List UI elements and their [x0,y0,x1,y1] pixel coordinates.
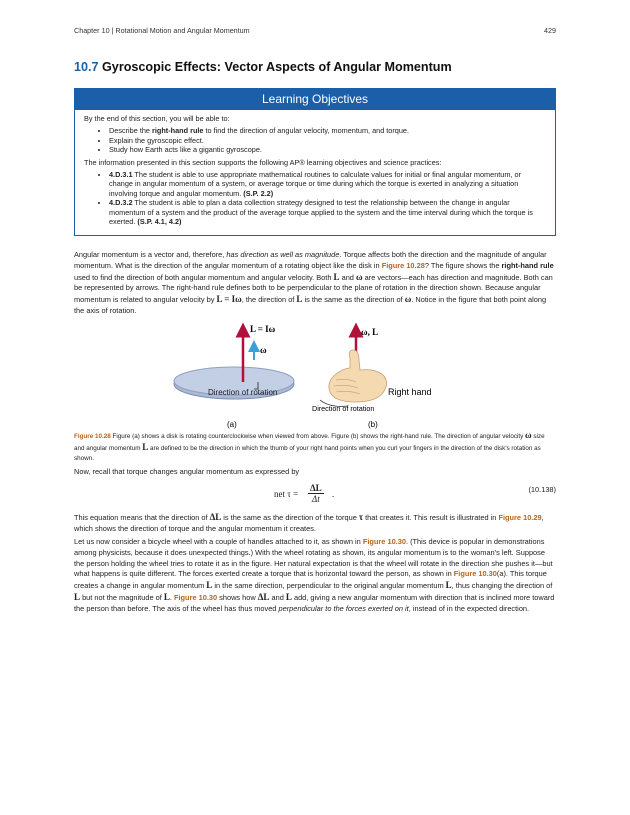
section-number: 10.7 [74,60,99,74]
section-title-text: Gyroscopic Effects: Vector Aspects of Angular Momentum [102,60,452,74]
paragraph-1: Angular momentum is a vector and, therefore, has direction as well as magnitude. Torque affects both the direction and the magnitude of angular momentum. What is the direction of the angular momentum of a rotating object like the disk in Figure 10.28? The figure shows the right-hand rule used to find the direction of both angular momentum and angular velocity. Both L and ω are vectors—each has direction and magnitude. Both can be represented by arrows. The right-hand rule defines both to be perpendicular to the plane of rotation in the direction shown. Because angular momentum is related to angular velocity by L = Iω, the direction of L is the same as the direction of ω. Notice in the figure that both point along the axis of rotation. [74,250,554,315]
chapter-title: Chapter 10 | Rotational Motion and Angular Momentum [74,26,250,35]
figure-link[interactable]: Figure 10.29 [498,513,542,522]
list-item: • Study how Earth acts like a gigantic gyroscope. [109,145,546,154]
lo-list [84,126,546,154]
lo-intro: By the end of this section, you will be able to: [84,114,230,123]
list-item: • Explain the gyroscopic effect. [109,136,546,145]
right-hand [329,350,387,402]
figure-caption: Figure 10.28 Figure (a) shows a disk is rotating counterclockwise when viewed from above. Figure (b) shows the right-hand rule. The direction of angular velocity ω size and angular momentum L are defined to be the direction in which the thumb of your right hand points when you curl your fingers in the direction of the disk's rotation as shown. [74,430,545,463]
learning-objectives-heading: Learning Objectives [75,89,555,110]
paragraph-3: This equation means that the direction of ΔL is the same as the direction of the torque τ that creates it. This result is illustrated in Figure 10.29, which shows the direction of torque and the angular momentum it creates. [74,512,544,533]
paragraph-4: Let us now consider a bicycle wheel with a couple of handles attached to it, as shown in Figure 10.30. (This device is popular in demonstrations among physicists, because it does unexpected things.) With the wheel rotating as shown, its angular momentum is to the woman's left. Suppose the person holding the wheel tries to rotate it as in the figure. Her natural expectation is that the wheel will rotate in the direction she pushes it—but what happens is quite different. The forces exerted create a torque that is horizontal toward the person, as shown in Figure 10.30(a). This torque creates a change in angular momentum L in the same direction, perpendicular to the original angular momentum L, thus changing the direction of L but not the magnitude of L. Figure 10.30 shows how ΔL and L add, giving a new angular momentum with direction that is inclined more toward the person than before. The axis of the wheel has thus moved perpendicular to the forces exerted on it, instead of in the expected direction. [74,537,555,613]
learning-objectives-box [74,88,556,236]
panel-b-label: (b) [368,420,378,429]
paragraph-2: Now, recall that torque changes angular momentum as expressed by [74,467,300,476]
figure-10-28 [170,322,460,430]
ap-intro: The information presented in this section supports the following AP® learning objectives and science practices: [84,157,442,167]
figure-link[interactable]: Figure 10.30 [453,569,497,579]
page-header [74,26,556,35]
label-omega: ω [260,345,267,355]
equation-10-138: net τ = ΔL Δt . (10.138) [274,483,556,504]
list-item: • Describe the right-hand rule to find the direction of angular velocity, momentum, and torque. [109,126,546,135]
figure-link[interactable]: Figure 10.30 [362,537,406,546]
list-item: • 4.D.3.1 The student is able to use appropriate mathematical routines to calculate values for initial or final angular momentum, or change in angular momentum of a system, or average torque or time during which the torque is exerted in analyzing a situation involving torque and angular momentum. (S.P. 2.2) [109,170,546,198]
caption-label: Figure 10.28 [74,433,111,440]
label-direction-a: Direction of rotation [208,388,278,397]
label-L-eq: L = Iω [250,324,276,334]
list-item: • 4.D.3.2 The student is able to plan a data collection strategy designed to test the relationship between the change in angular momentum of a system and the product of the average torque applied to the system and the time interval during which the torque is exerted. (S.P. 4.1, 4.2) [109,198,546,226]
panel-a-label: (a) [227,420,237,429]
label-direction-b: Direction of rotation [312,404,375,413]
section-title [74,60,452,74]
label-right-hand: Right hand [388,387,432,397]
figure-link[interactable]: Figure 10.28 [381,260,425,270]
label-omega-L: ω, L [361,327,379,337]
page-number: 429 [544,26,556,35]
figure-link[interactable]: Figure 10.30 [173,592,218,602]
ap-list [84,170,546,226]
equation-number: (10.138) [528,485,556,494]
